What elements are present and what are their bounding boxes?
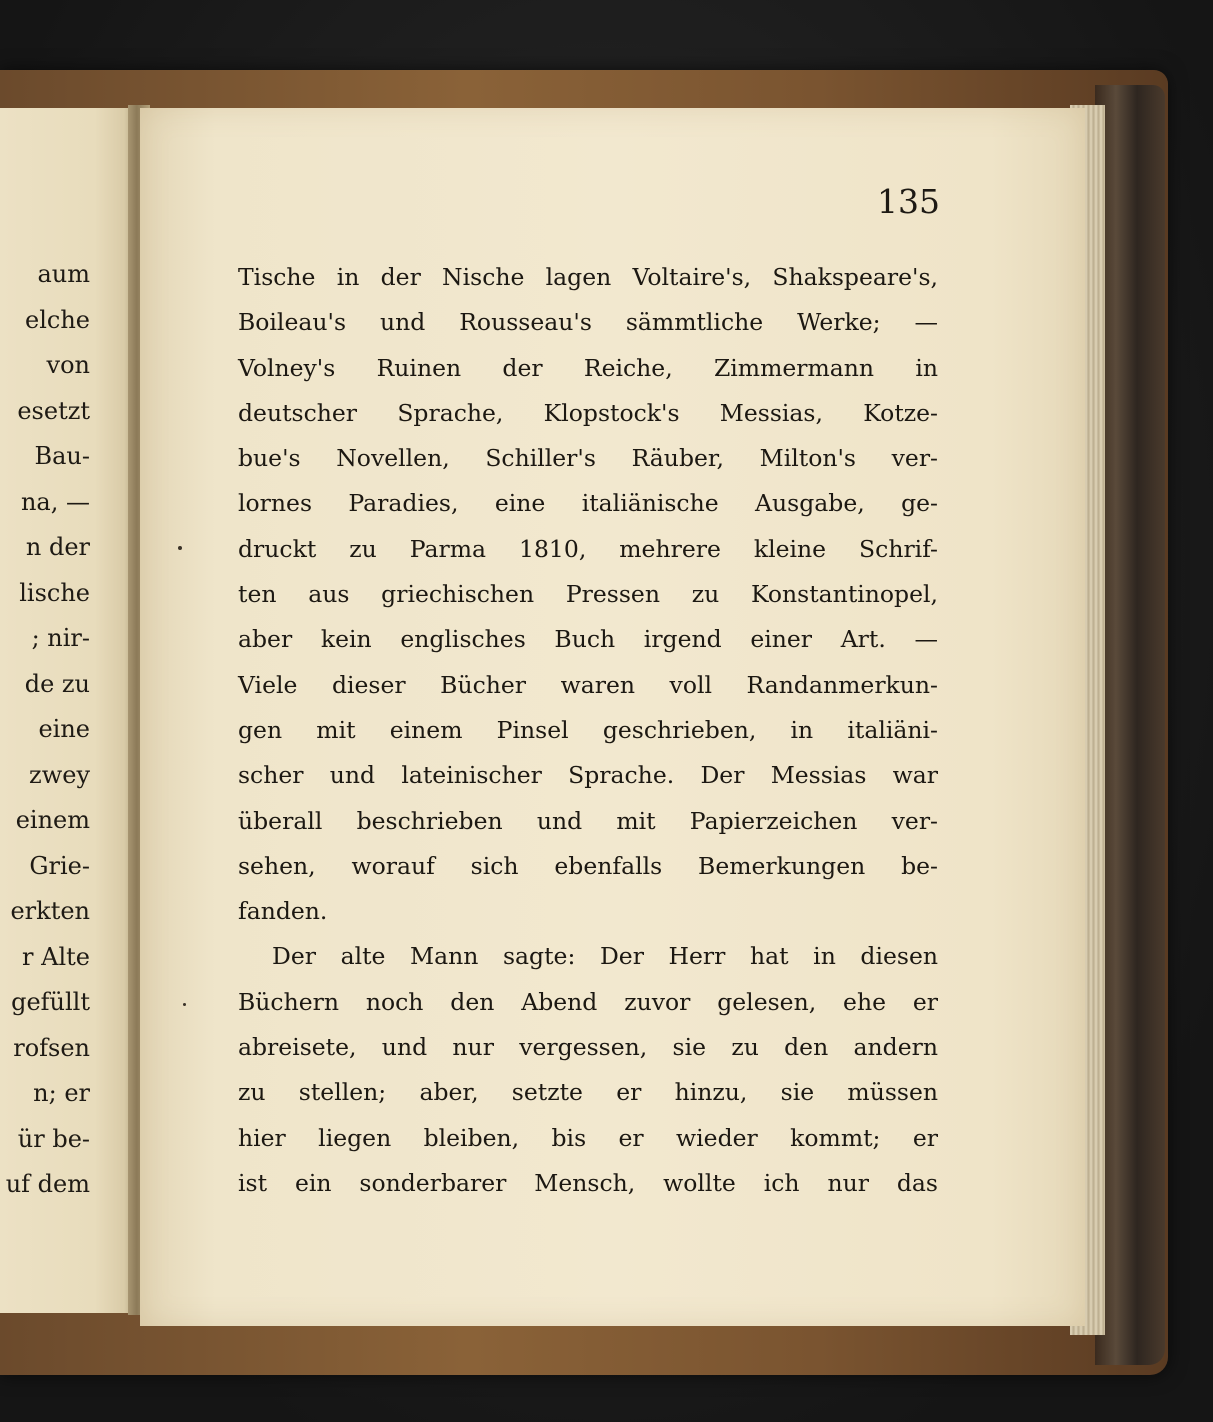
text-line: zu stellen; aber, setzte er hinzu, sie müssen [238, 1078, 938, 1107]
left-line: uf dem [5, 1170, 90, 1198]
right-page-text [238, 255, 938, 1206]
text-line: Büchern noch den Abend zuvor gelesen, ehe er [238, 987, 938, 1016]
left-line: eine [38, 715, 90, 743]
text-line: scher und lateinischer Sprache. Der Messias war [238, 761, 938, 790]
left-page-text [0, 252, 90, 1208]
cover-spine-edge [1095, 85, 1165, 1365]
left-line: r Alte [22, 942, 90, 971]
text-line: gen mit einem Pinsel geschrieben, in italiäni- [238, 715, 938, 744]
text-line: Viele dieser Bücher waren voll Randanmerkun- [238, 670, 938, 699]
left-line: na, — [20, 487, 90, 516]
text-line: druckt zu Parma 1810, mehrere kleine Schrif- [238, 534, 938, 563]
left-line: einem [15, 806, 90, 834]
margin-dot [178, 546, 182, 550]
text-line: Boileau's und Rousseau's sämmtliche Werke; — [238, 308, 938, 337]
text-line: lornes Paradies, eine italiänische Ausgabe, ge- [238, 489, 938, 518]
page-number: 135 [877, 182, 940, 221]
text-line: deutscher Sprache, Klopstock's Messias, Kotze- [238, 398, 938, 427]
left-line: de zu [24, 669, 90, 698]
left-line: gefüllt [11, 988, 90, 1016]
left-line: n; er [33, 1079, 90, 1107]
left-line: n der [25, 533, 90, 561]
text-line: bue's Novellen, Schiller's Räuber, Milton's ver- [238, 444, 938, 473]
text-line: Volney's Ruinen der Reiche, Zimmermann in [238, 353, 938, 382]
text-line: Tische in der Nische lagen Voltaire's, Shakspeare's, [238, 263, 938, 291]
left-line: erkten [10, 897, 90, 925]
left-line: aum [37, 260, 90, 288]
left-line: ; nir- [31, 624, 90, 652]
text-line: abreisete, und nur vergessen, sie zu den andern [238, 1033, 938, 1062]
left-line: elche [25, 305, 90, 334]
left-line: rofsen [13, 1033, 90, 1062]
text-line: überall beschrieben und mit Papierzeichen ver- [238, 806, 938, 835]
left-line: ür be- [17, 1124, 90, 1153]
text-line: aber kein englisches Buch irgend einer Art. — [238, 625, 938, 654]
left-line: lische [19, 578, 90, 607]
text-line: Der alte Mann sagte: Der Herr hat in diesen [272, 942, 938, 971]
left-line: Grie- [29, 851, 90, 880]
left-line: zwey [29, 760, 90, 789]
margin-dot [183, 1003, 186, 1006]
left-line: Bau- [34, 442, 90, 470]
left-line: von [46, 351, 90, 379]
text-line: hier liegen bleiben, bis er wieder kommt; er [238, 1123, 938, 1152]
text-line: ist ein sonderbarer Mensch, wollte ich nur das [238, 1168, 938, 1197]
text-line: sehen, worauf sich ebenfalls Bemerkungen be- [238, 851, 938, 880]
text-line: fanden. [238, 897, 328, 926]
text-line: ten aus griechischen Pressen zu Konstantinopel, [238, 580, 938, 609]
left-line: esetzt [17, 396, 90, 425]
